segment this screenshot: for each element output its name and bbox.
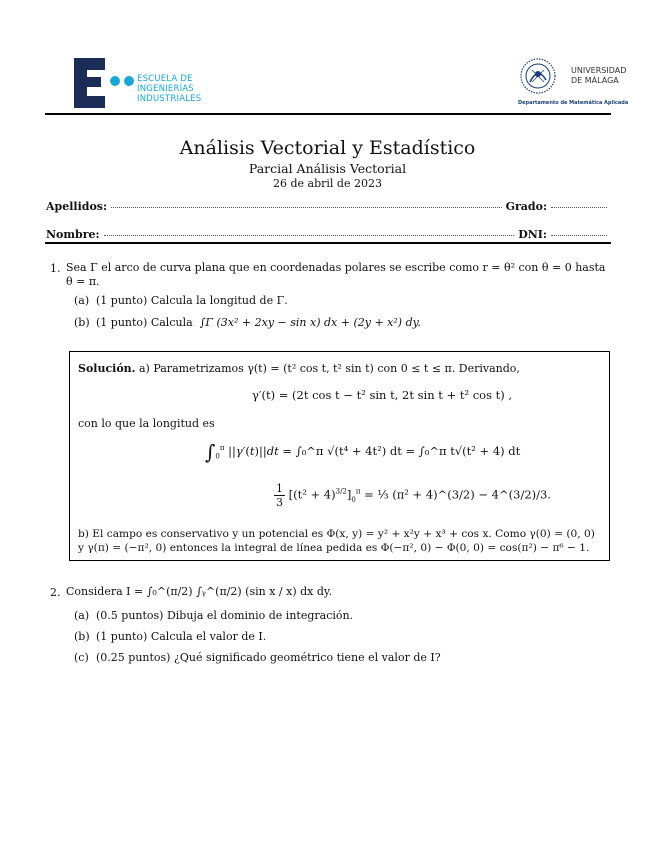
fields-rule <box>45 242 611 244</box>
q1-a-label: (a) <box>74 294 90 307</box>
solution-b-text: b) El campo es conservativo y un potencial es Φ(x, y) = y² + x²y + x³ + cos x. Como γ(0) = (0, 0) y γ(π) = (−π², 0) entonces la integral de línea pedida es Φ(−π², 0) − Φ(0, 0) = cos(π²) − π⁶ − 1. <box>78 528 595 554</box>
q1-b-label: (b) <box>74 316 90 329</box>
q1-b-text: (1 punto) Calcula ∫Γ (3x² + 2xy − sin x) dx + (2y + x²) dy. <box>96 316 421 329</box>
length-result: $\frac{1}{3}$ $[(t^2 + 4)^{3/2}]_0^\pi$ = ⅓ (π² + 4)^(3/2) − 4^(3/2)/3. <box>276 482 551 509</box>
department-name: Departamento de Matemática Aplicada <box>518 100 629 106</box>
header-rule <box>45 113 611 115</box>
apellidos-label: Apellidos: <box>46 200 108 213</box>
q2-b-label: (b) <box>74 630 90 643</box>
solution-intro: Solución. a) Parametrizamos γ(t) = (t² cos t, t² sin t) con 0 ≤ t ≤ π. Derivando, <box>78 362 520 375</box>
exam-date: 26 de abril de 2023 <box>273 177 382 190</box>
q2-a-text: (0.5 puntos) Dibuja el dominio de integración. <box>96 609 354 622</box>
q2-c-text: (0.25 puntos) ¿Qué significado geométrico tiene el valor de I? <box>96 651 441 664</box>
q2-c-label: (c) <box>74 651 89 664</box>
nombre-dni-row <box>46 228 611 241</box>
q1-a-text: (1 punto) Calcula la longitud de Γ. <box>96 294 288 307</box>
nombre-field[interactable] <box>104 234 515 236</box>
dni-label: DNI: <box>518 228 547 241</box>
q1-statement: Sea Γ el arco de curva plana que en coordenadas polares se escribe como r = θ² con θ = 0 hasta θ = π. <box>66 261 606 288</box>
grado-field[interactable] <box>551 206 607 208</box>
solution-length-text: con lo que la longitud es <box>78 417 215 430</box>
q2-statement: Considera I = ∫₀^(π/2) ∫ᵧ^(π/2) (sin x / x) dx dy. <box>66 585 333 598</box>
derivative-equation: γ′(t) = (2t cos t − t² sin t, 2t sin t + t² cos t) , <box>252 388 513 402</box>
grado-label: Grado: <box>505 200 547 213</box>
school-name: ESCUELA DE INGENIERÍAS INDUSTRIALES <box>137 74 202 104</box>
exam-subtitle: Parcial Análisis Vectorial <box>248 161 407 176</box>
apellidos-grado-row <box>46 200 611 213</box>
q1-number: 1. <box>50 262 61 275</box>
school-logo-icon <box>71 56 137 110</box>
dni-field[interactable] <box>551 234 607 236</box>
q2-a-label: (a) <box>74 609 90 622</box>
length-integral: $\int_0^\pi$ ||γ′(t)||dt = ∫₀^π √(t⁴ + 4t²) dt = ∫₀^π t√(t² + 4) dt <box>205 440 521 464</box>
q2-number: 2. <box>50 586 61 599</box>
q2-b-text: (1 punto) Calcula el valor de I. <box>96 630 267 643</box>
exam-title: Análisis Vectorial y Estadístico <box>179 137 476 159</box>
university-name: UNIVERSIDAD DE MÁLAGA <box>571 66 627 85</box>
apellidos-field[interactable] <box>111 206 502 208</box>
nombre-label: Nombre: <box>46 228 100 241</box>
